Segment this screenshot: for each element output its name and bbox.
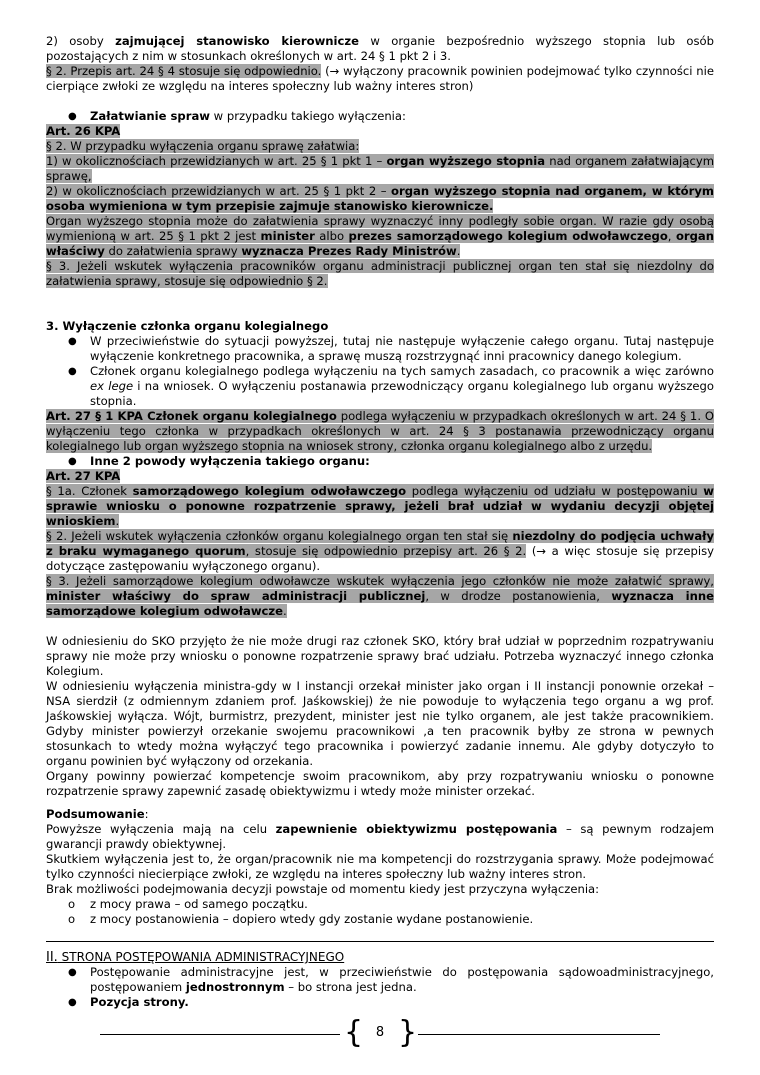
bullet-icon: ● <box>68 967 77 978</box>
paragraph-kierownicze: 2) osoby zajmującej stanowisko kierownicze w organie bezpośrednio wyższego stopnia lub osób pozostających z nim w stosunkach określonych w art. 24 § 1 pkt 2 i 3. <box>46 34 715 63</box>
art27-par1a: § 1a. Członek samorządowego kolegium odwoławczego podlega wyłączeniu od udziału w postępowaniu w sprawie wniosku o ponowne rozpatrzenie sprawy, jeżeli brał udział w wydaniu decyzji objętej wnioskiem. <box>46 484 714 528</box>
art27-par1: Art. 27 § 1 KPA Członek organu kolegialnego podlega wyłączeniu w przypadkach określonych w art. 24 § 1. O wyłączeniu tego członka w przypadkach określonych w art. 24 § 3 postanawia przewodniczący organu kolegialnego lub organ wyższego stopnia na wniosek strony, członka organu kolegialnego albo z urzędu. <box>46 409 714 453</box>
art26-heading: Art. 26 KPA <box>46 124 121 138</box>
footer-rule-right <box>418 1034 660 1035</box>
bullet-item: ● Pozycja strony. <box>68 995 189 1009</box>
section-2-title: II. STRONA POSTĘPOWANIA ADMINISTRACYJNEGO <box>46 950 345 965</box>
left-brace-icon: { <box>344 1015 364 1050</box>
sub-item: o z mocy prawa – od samego początku. <box>68 897 308 911</box>
bullet-icon: ● <box>68 456 77 467</box>
art26-block: Art. 26 KPA § 2. W przypadku wyłączenia organu sprawę załatwia: 1) w okolicznościach przewidzianych w art. 25 § 1 pkt 1 – organ wyższego stopnia nad organem załatwiającym sprawę, 2) w okolicznościach przewidzianych w art. 25 § 1 pkt 2 – organ wyższego stopnia nad organem, w którym osoba wymieniona w tym przepisie zajmuje stanowisko kierownicze. Organ wyższego stopnia może do załatwienia sprawy wyznaczyć inny podległy sobie organ. W razie gdy osobą wymienioną w art. 25 § 1 pkt 2 jest minister albo prezes samorządowego kolegium odwoławczego, organ właściwy do załatwienia sprawy wyznacza Prezes Rady Ministrów. § 3. Jeżeli wskutek wyłączenia pracowników organu administracji publicznej organ ten stał się niezdolny do załatwienia sprawy, stosuje się odpowiednio § 2. <box>46 124 715 288</box>
section-divider <box>46 941 714 942</box>
art27-par3: § 3. Jeżeli samorządowe kolegium odwoławcze wskutek wyłączenia jego członków nie może załatwić sprawy, minister właściwy do spraw administracji publicznej, w drodze postanowienia, wyznacza inne samorządowe kolegium odwoławcze. <box>46 574 714 618</box>
footer-rule-left <box>100 1034 340 1035</box>
paragraph-par2: § 2. Przepis art. 24 § 4 stosuje się odpowiednio. (→ wyłączony pracownik powinien podejmować tylko czynności nie cierpiące zwłoki ze względu na interes społeczny lub ważny interes stron) <box>46 64 714 93</box>
paragraph-minister: W odniesieniu wyłączenia ministra-gdy w I instancji orzekał minister jako organ i II instancji ponownie orzekał – NSA sierdził (z odmiennym zdaniem prof. Jaśkowskiej) że nie powoduje to wyłączenia tego organu a wg prof. Jaśkowskiej wyłącza. Wójt, burmistrz, prezydent, minister jest nie tylko organem, ale jest także pracownikiem. Gdyby minister powierzył orzekanie swojemu pracownikowi ,a ten pracownik byłby ze strona w pewnych stosunkach to wtedy można wyłączyć tego pracownika i powierzyć zadanie innemu. Ale gdyby dotyczyło to organu powinien być wyłączony od orzekania. <box>46 679 714 768</box>
summary-p2: Skutkiem wyłączenia jest to, że organ/pracownik nie ma kompetencji do rozstrzygania sprawy. Może podejmować tylko czynności niecierpiące zwłoki, ze względu na interes społeczny lub ważny interes stron. <box>46 852 714 881</box>
document-page <box>46 34 714 1010</box>
bullet-icon: ● <box>68 336 77 347</box>
bullet-item: ● Inne 2 powody wyłączenia takiego organu: <box>68 454 370 468</box>
sub-item: o z mocy postanowienia – dopiero wtedy gdy zostanie wydane postanowienie. <box>68 912 534 926</box>
circle-bullet-icon: o <box>68 897 76 911</box>
art26-par2: § 2. W przypadku wyłączenia organu sprawę załatwia: <box>46 139 360 153</box>
right-brace-icon: } <box>398 1015 418 1050</box>
summary-p1: Powyższe wyłączenia mają na celu zapewnienie obiektywizmu postępowania – są pewnym rodzajem gwarancji prawdy obiektywnej. <box>46 822 714 851</box>
art26-par3: § 3. Jeżeli wskutek wyłączenia pracowników organu administracji publicznej organ ten stał się niezdolny do załatwienia sprawy, stosuje się odpowiednio § 2. <box>46 259 714 288</box>
bullet-icon: ● <box>68 366 77 377</box>
page-number: 8 <box>375 1025 385 1040</box>
bullet-zalatwianie: ● Załatwianie spraw w przypadku takiego wyłączenia: <box>68 109 406 123</box>
circle-bullet-icon: o <box>68 912 76 926</box>
summary-title: Podsumowanie: <box>46 807 149 821</box>
section-3-title: 3. Wyłączenie członka organu kolegialnego <box>46 319 329 333</box>
summary-p3: Brak możliwości podejmowania decyzji powstaje od momentu kiedy jest przyczyna wyłączenia: <box>46 882 600 896</box>
paragraph-sko: W odniesieniu do SKO przyjęto że nie może drugi raz członek SKO, który brał udział w poprzednim rozpatrywaniu sprawy nie może przy wniosku o ponowne rozpatrzenie sprawy brać udziału. Potrzeba wyznaczyć innego członka Kolegium. <box>46 634 714 678</box>
art27-heading: Art. 27 KPA <box>46 469 121 483</box>
bullet-icon: ● <box>68 997 77 1008</box>
highlight: § 2. Przepis art. 24 § 4 stosuje się odpowiednio. <box>46 64 322 78</box>
bullet-item: ● W przeciwieństwie do sytuacji powyższej, tutaj nie następuje wyłączenie całego organu. Tutaj następuje wyłączenie konkretnego pracownika, a sprawę muszą rozstrzygnąć inni pracownicy danego kolegium. <box>68 334 714 363</box>
paragraph-organy: Organy powinny powierzać kompetencje swoim pracownikom, aby przy rozpatrywaniu wniosku o ponowne rozpatrzenie sprawy zapewnić zasadę obiektywizmu i wtedy może minister orzekać. <box>46 769 714 798</box>
bullet-icon: ● <box>68 111 77 122</box>
bullet-item: ● Postępowanie administracyjne jest, w przeciwieństwie do postępowania sądowoadministracyjnego, postępowaniem jednostronnym – bo strona jest jedna. <box>68 965 714 994</box>
art27-par2: § 2. Jeżeli wskutek wyłączenia członków organu kolegialnego organ ten stał się niezdolny do podjęcia uchwały z braku wymaganego quorum, stosuje się odpowiednio przepisy art. 26 § 2. (→ a więc stosuje się przepisy dotyczące zastępowaniu wyłączonego organu). <box>46 529 715 573</box>
page-footer <box>100 1016 660 1050</box>
bullet-item: ● Członek organu kolegialnego podlega wyłączeniu na tych samych zasadach, co pracownik a więc zarówno ex lege i na wniosek. O wyłączeniu postanawia przewodniczący organu kolegialnego lub organu wyższego stopnia. <box>68 364 714 408</box>
